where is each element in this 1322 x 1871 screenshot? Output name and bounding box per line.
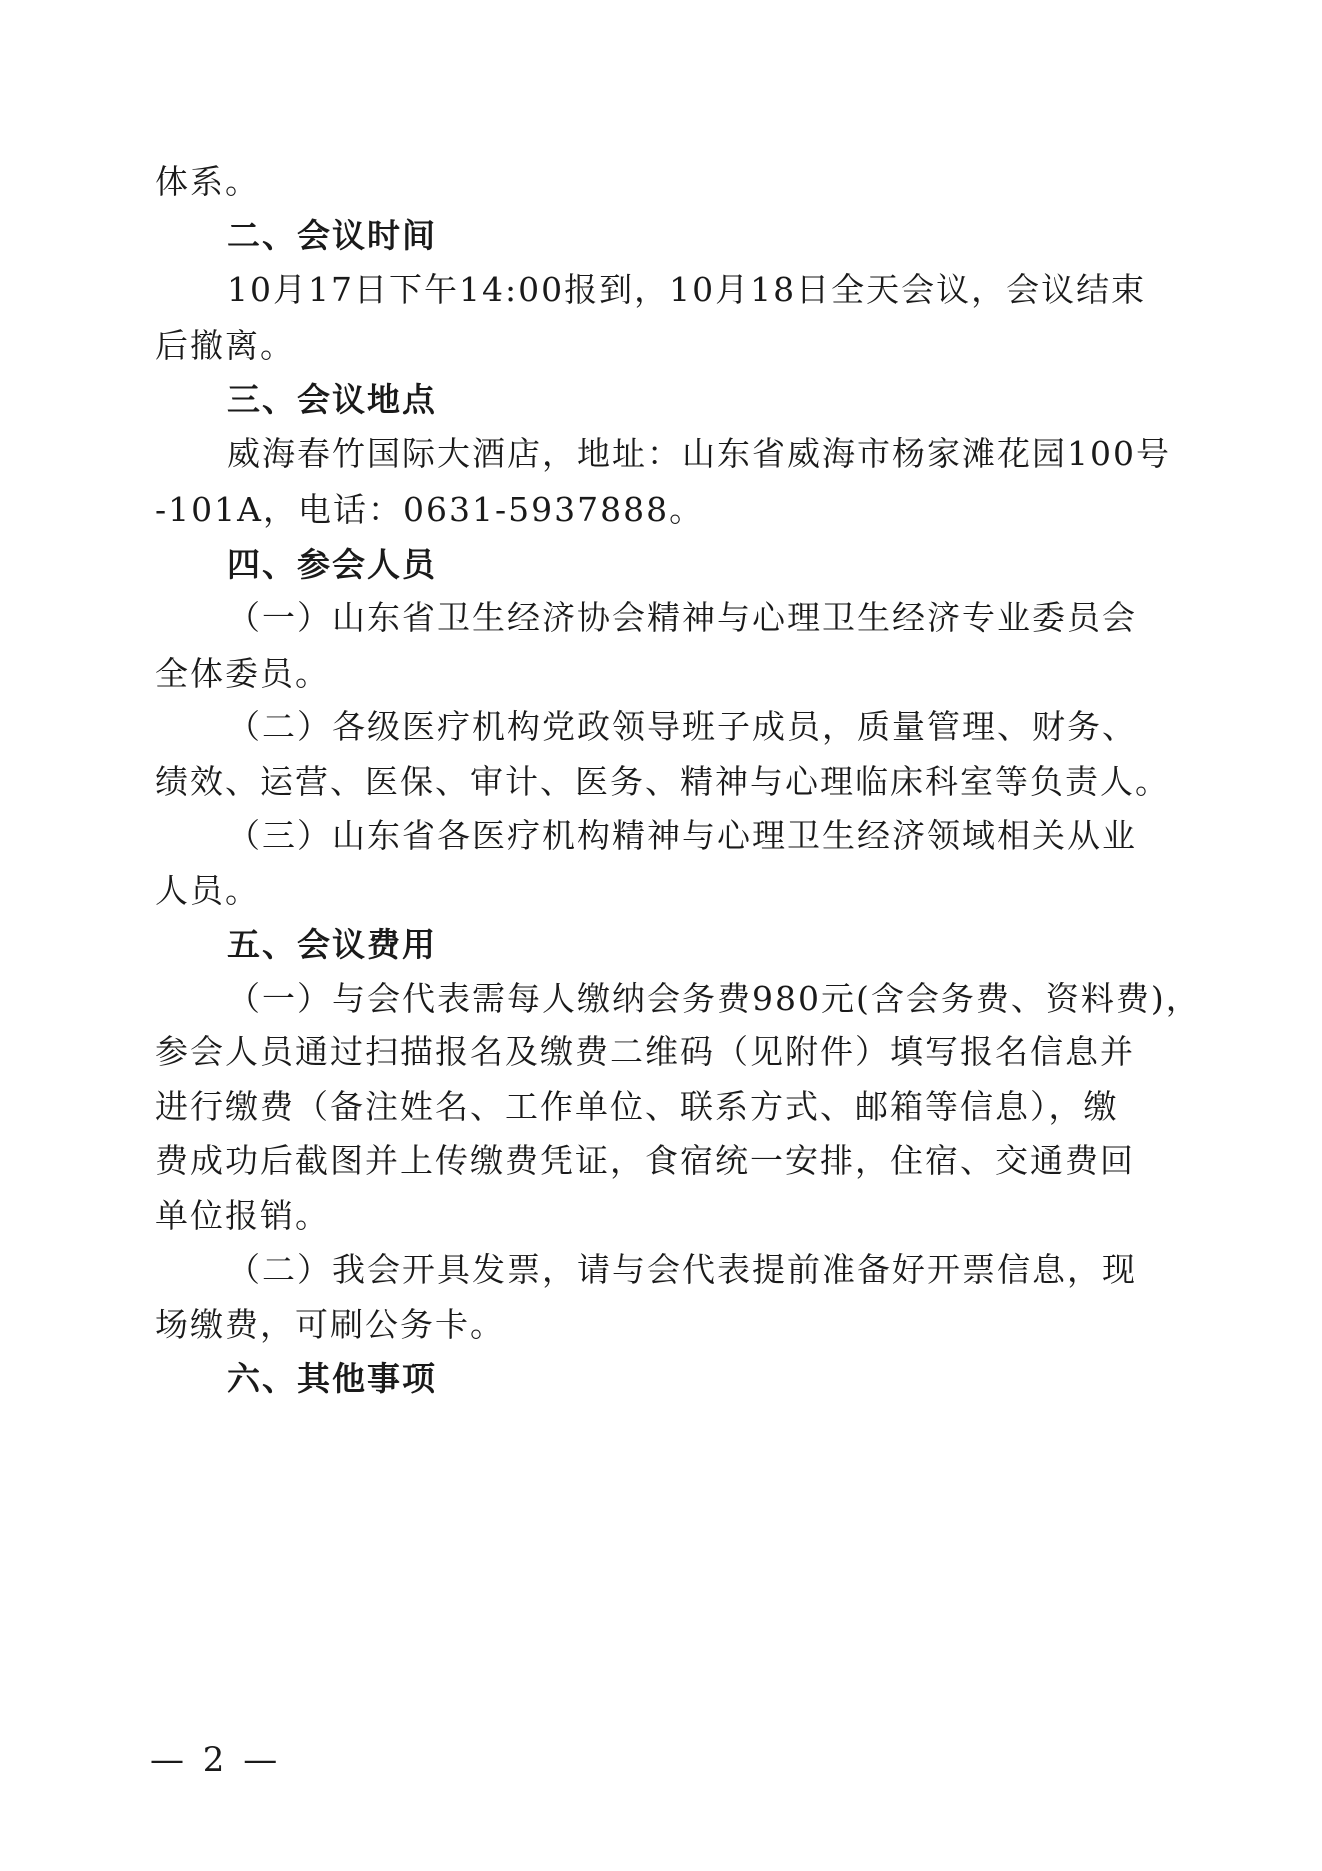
page-number: — 2 —: [150, 1740, 282, 1780]
body-line: 单位报销。: [155, 1196, 330, 1235]
section-heading-meeting-location: 三、会议地点: [227, 380, 437, 419]
body-line: （三）山东省各医疗机构精神与心理卫生经济领域相关从业: [227, 816, 1137, 855]
section-heading-fees: 五、会议费用: [227, 925, 437, 964]
body-line: 场缴费，可刷公务卡。: [155, 1305, 505, 1344]
section-heading-other-matters: 六、其他事项: [227, 1359, 437, 1398]
body-line: -101A，电话：0631-5937888。: [155, 490, 705, 529]
section-heading-meeting-time: 二、会议时间: [227, 216, 437, 255]
body-line: （一）山东省卫生经济协会精神与心理卫生经济专业委员会: [227, 598, 1137, 637]
body-line: 费成功后截图并上传缴费凭证，食宿统一安排，住宿、交通费回: [155, 1141, 1135, 1180]
body-line: 绩效、运营、医保、审计、医务、精神与心理临床科室等负责人。: [155, 762, 1170, 801]
body-line: 体系。: [155, 162, 260, 201]
section-heading-attendees: 四、参会人员: [227, 545, 437, 584]
body-line: 威海春竹国际大酒店，地址：山东省威海市杨家滩花园100号: [227, 434, 1171, 473]
body-line: （二）我会开具发票，请与会代表提前准备好开票信息，现: [227, 1250, 1137, 1289]
body-line: 后撤离。: [155, 326, 295, 365]
body-line: 全体委员。: [155, 654, 330, 693]
body-line: （二）各级医疗机构党政领导班子成员，质量管理、财务、: [227, 707, 1137, 746]
body-line: （一）与会代表需每人缴纳会务费980元(含会务费、资料费)，: [227, 979, 1201, 1018]
body-line: 参会人员通过扫描报名及缴费二维码（见附件）填写报名信息并: [155, 1032, 1135, 1071]
body-line: 进行缴费（备注姓名、工作单位、联系方式、邮箱等信息），缴: [155, 1087, 1119, 1126]
body-line: 人员。: [155, 871, 260, 910]
body-line: 10月17日下午14:00报到，10月18日全天会议，会议结束: [227, 270, 1147, 309]
